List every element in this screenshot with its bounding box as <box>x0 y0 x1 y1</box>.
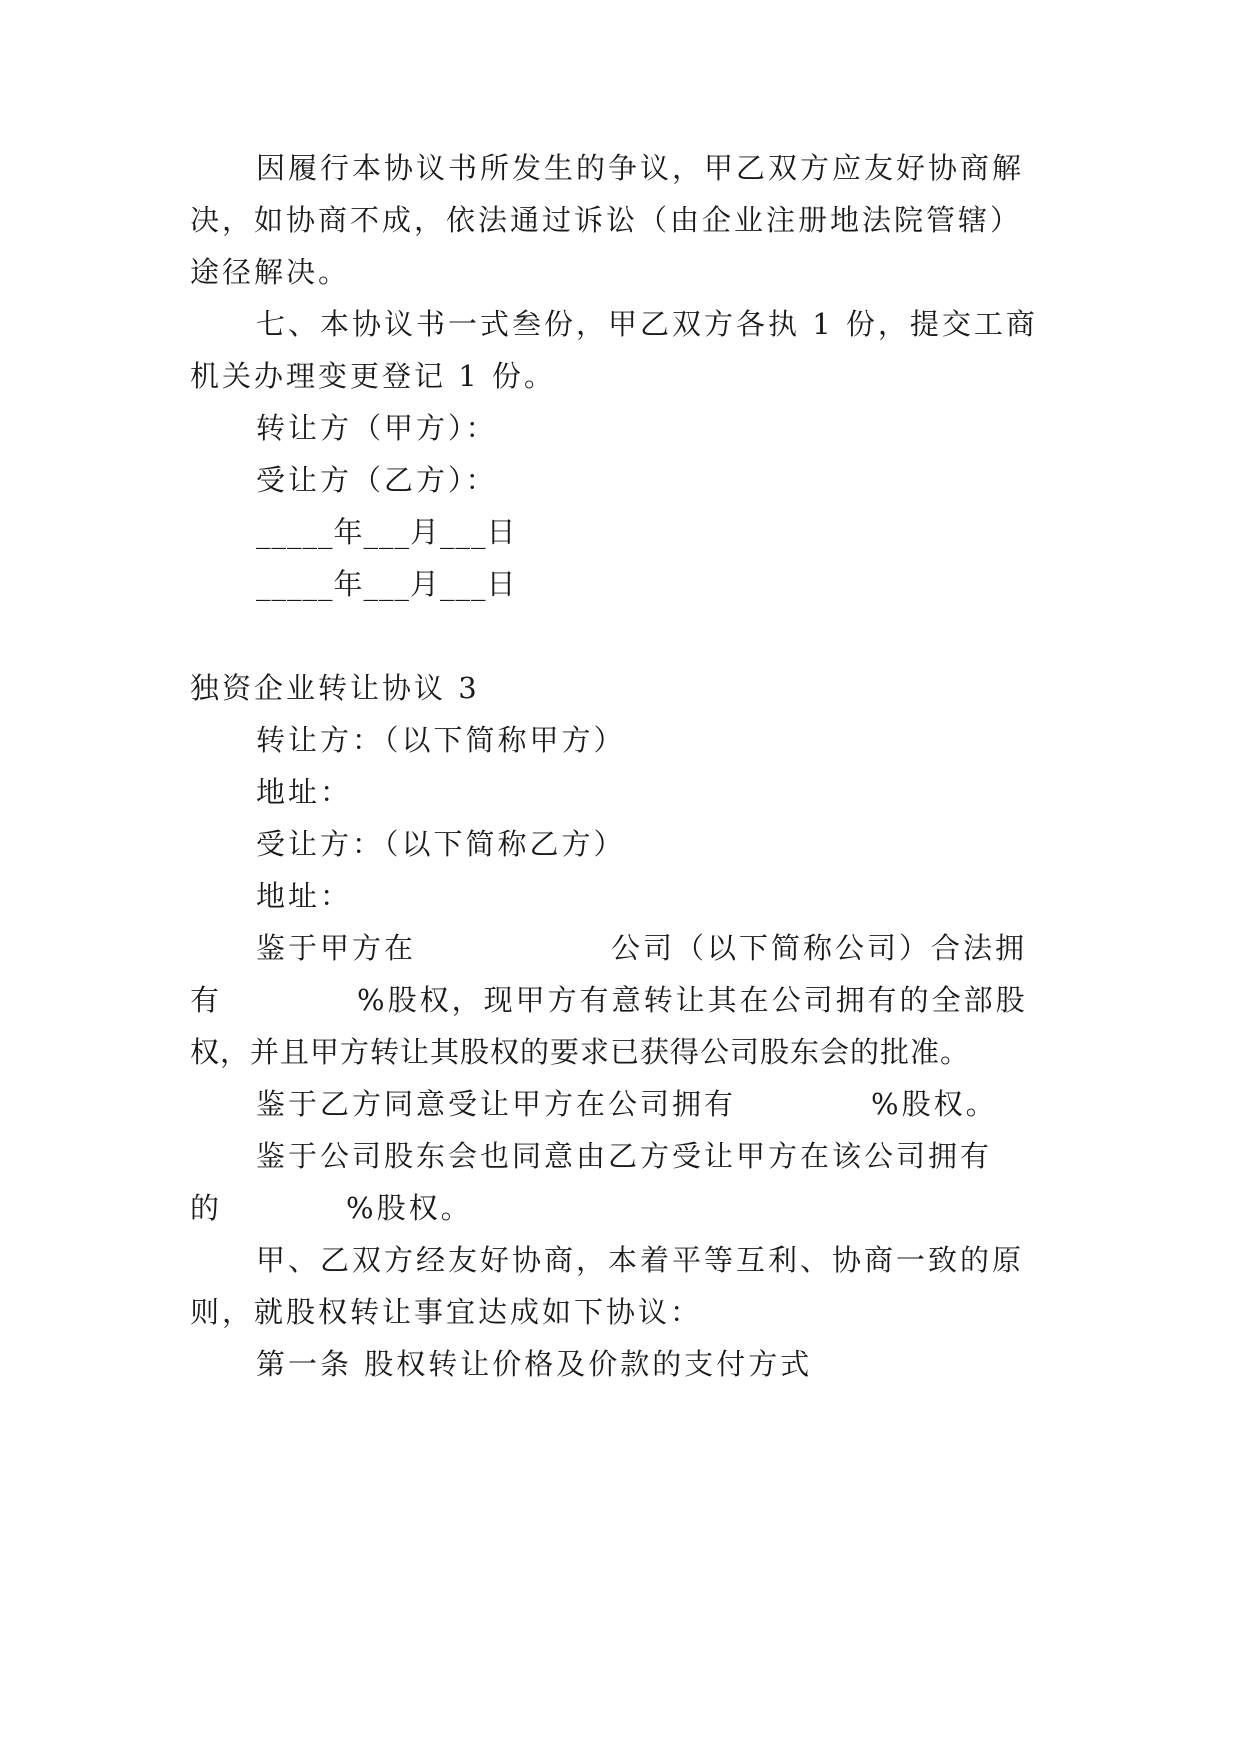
consensus-line-2: 则，就股权转让事宜达成如下协议： <box>190 1295 703 1329</box>
article-1-heading: 第一条 股权转让价格及价款的支付方式 <box>256 1347 813 1381</box>
whereas-2-line-1 <box>256 1084 998 1124</box>
date-line-2: _____年___月___日 <box>256 567 517 601</box>
whereas-1-part-3: 有 <box>190 983 223 1017</box>
whereas-3-part-1: 的 <box>190 1191 223 1225</box>
dispute-paragraph-line-2: 决，如协商不成，依法通过诉讼（由企业注册地法院管辖） <box>190 203 1023 237</box>
whereas-3-line-2 <box>190 1188 473 1228</box>
whereas-1-part-4: %股权，现甲方有意转让其在公司拥有的全部股 <box>357 983 1028 1017</box>
whereas-1-line-3: 权，并且甲方转让其股权的要求已获得公司股东会的批准。 <box>190 1035 971 1069</box>
whereas-3-part-2: %股权。 <box>346 1191 473 1225</box>
whereas-1-line-2 <box>190 980 1028 1020</box>
transferee-line: 受让方：（以下简称乙方） <box>256 827 626 861</box>
signature-transferee: 受让方（乙方）： <box>256 463 498 497</box>
date-line-1: _____年___月___日 <box>256 515 517 549</box>
section-title: 独资企业转让协议 3 <box>190 671 480 705</box>
whereas-3-line-1: 鉴于公司股东会也同意由乙方受让甲方在该公司拥有 <box>256 1139 993 1173</box>
signature-transferor: 转让方（甲方）： <box>256 411 498 445</box>
transferor-line: 转让方：（以下简称甲方） <box>256 723 626 757</box>
whereas-1-line-1 <box>256 928 1027 968</box>
whereas-1-part-1: 鉴于甲方在 <box>256 931 417 965</box>
whereas-1-part-2: 公司（以下简称公司）合法拥 <box>611 931 1028 965</box>
transferor-address: 地址： <box>256 775 353 809</box>
whereas-2-part-1: 鉴于乙方同意受让甲方在公司拥有 <box>256 1087 737 1121</box>
consensus-line-1: 甲、乙双方经友好协商，本着平等互利、协商一致的原 <box>256 1243 1025 1277</box>
copies-paragraph-line-2: 机关办理变更登记 1 份。 <box>190 359 556 393</box>
copies-paragraph-line-1: 七、本协议书一式叁份，甲乙双方各执 1 份，提交工商 <box>256 307 1038 341</box>
transferee-address: 地址： <box>256 879 353 913</box>
whereas-2-part-2: %股权。 <box>871 1087 998 1121</box>
dispute-paragraph-line-1: 因履行本协议书所发生的争议，甲乙双方应友好协商解 <box>256 151 1025 185</box>
dispute-paragraph-line-3: 途径解决。 <box>190 255 351 289</box>
